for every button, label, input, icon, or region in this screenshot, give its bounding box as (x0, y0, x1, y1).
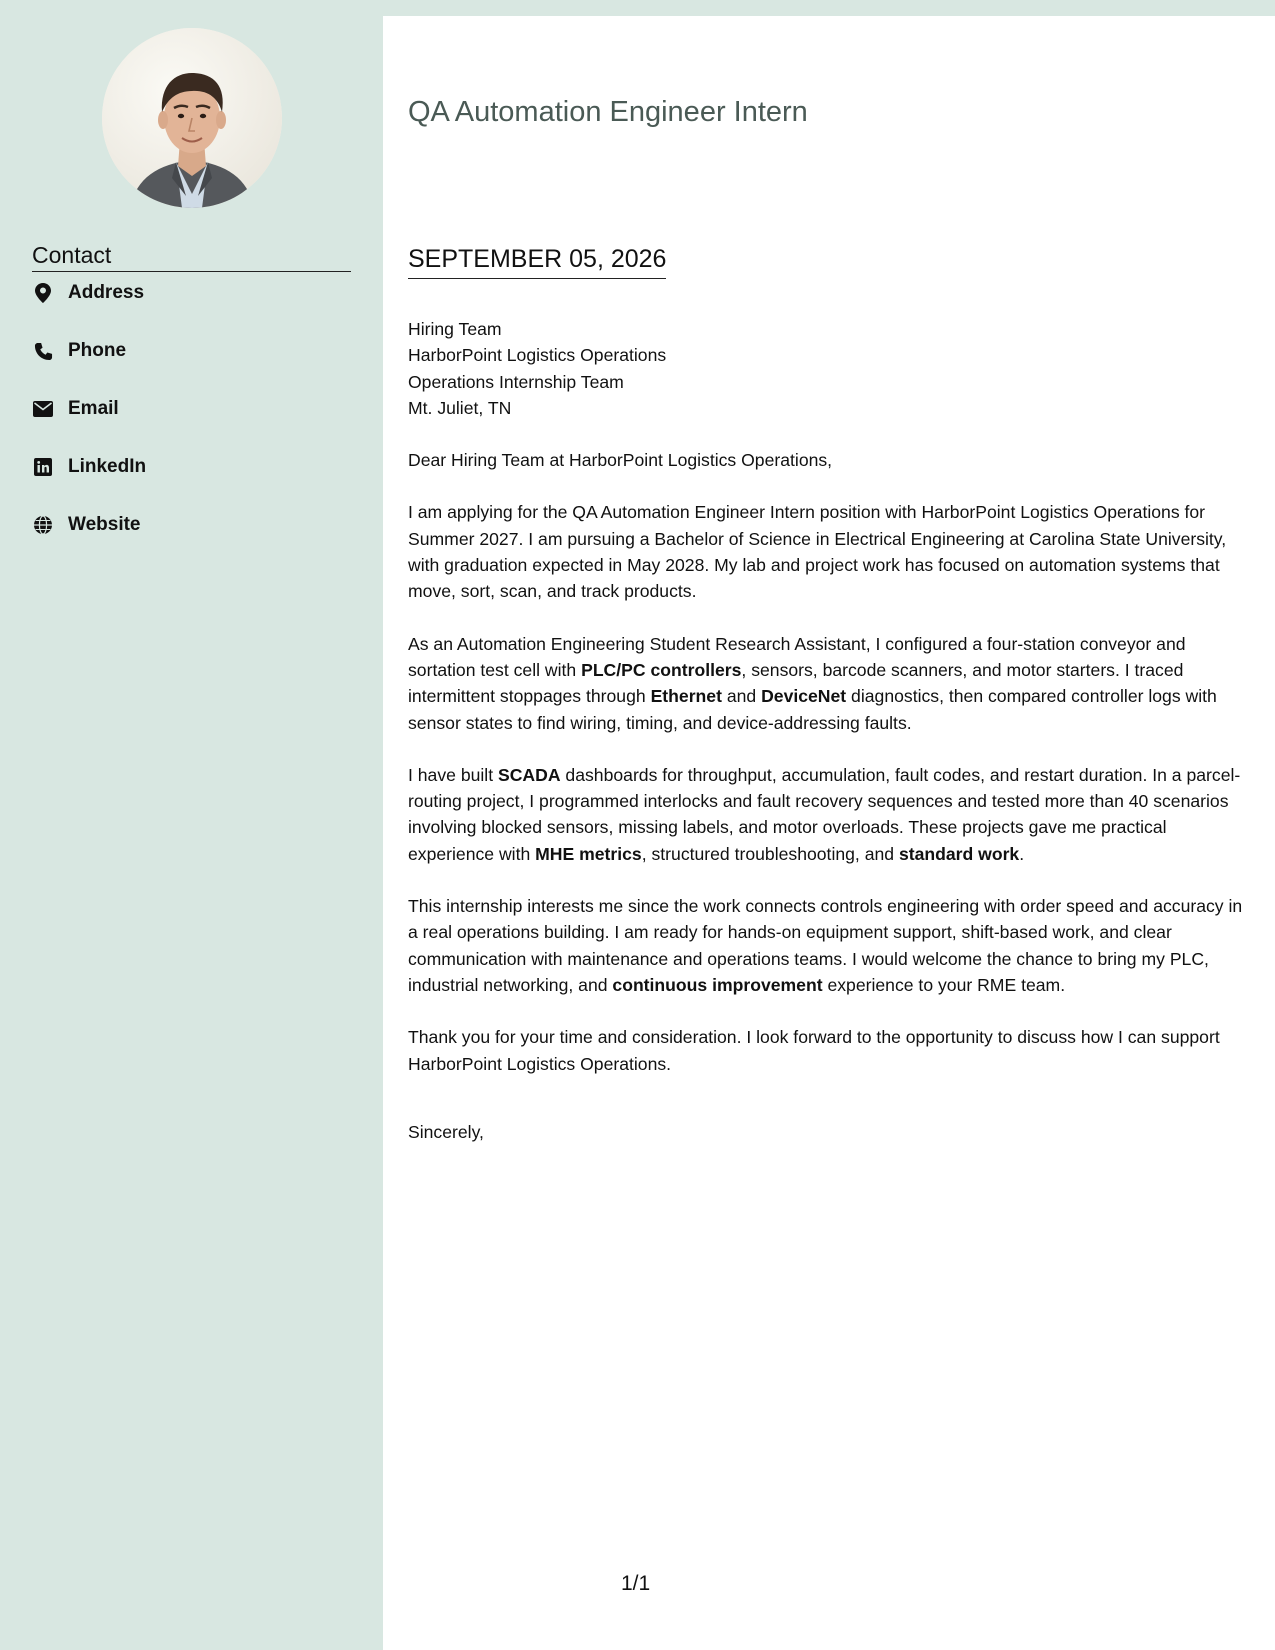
contact-item-linkedin[interactable] (32, 456, 351, 514)
paragraph-text: I have built (408, 764, 498, 785)
paragraph-text: This internship interests me since the work connects controls engineering with order speed and accuracy in a real operations building. I am ready for hands-on equipment support, shift-based work, and clear communication with maintenance and operations teams. I would welcome the chance to bring my PLC, industrial networking, and (408, 896, 1243, 995)
portrait-image (102, 28, 282, 208)
emphasis-text: continuous improvement (612, 974, 823, 995)
recipient-block (408, 316, 1246, 421)
contact-label-linkedin: LinkedIn (68, 456, 147, 477)
letter-date: SEPTEMBER 05, 2026 (408, 244, 666, 279)
globe-icon (32, 514, 54, 536)
letter-paragraph (408, 893, 1246, 998)
emphasis-text: DeviceNet (761, 686, 847, 707)
letter-paragraph (408, 499, 1246, 604)
paragraph-text: I am applying for the QA Automation Engineer Intern position with HarborPoint Logistics Operations for Summer 2027. I am pursuing a Bachelor of Science in Electrical Engineering at Carolina State University, with graduation expected in May 2028. My lab and project work has focused on automation systems that move, sort, scan, and track products. (408, 502, 1227, 602)
recipient-line: Operations Internship Team (408, 371, 624, 392)
contact-item-email[interactable] (32, 398, 351, 456)
letter-paragraph (408, 1024, 1246, 1077)
contact-label-email: Email (68, 398, 119, 419)
contact-list (32, 282, 351, 572)
location-pin-icon (32, 282, 54, 304)
paragraph-text: diagnostics, then compared controller logs with sensor states to find wiring, timing, and device-addressing faults. (408, 686, 1217, 733)
paragraph-text: Thank you for your time and consideration. I look forward to the opportunity to discuss how I can support HarborPoint Logistics Operations. (408, 1027, 1220, 1074)
letter-paragraph (408, 762, 1246, 867)
linkedin-icon (32, 456, 54, 478)
phone-icon (32, 340, 54, 362)
sidebar (0, 0, 383, 1650)
emphasis-text: standard work (898, 843, 1020, 864)
paragraph-text: experience to your RME team. (822, 974, 1066, 995)
letter-paragraphs (408, 499, 1246, 1076)
contact-label-address: Address (68, 282, 145, 303)
letter-body (408, 316, 1246, 1171)
recipient-line: Hiring Team (408, 319, 502, 339)
paragraph-text: dashboards for throughput, accumulation, fault codes, and restart duration. In a parcel-routing project, I programmed interlocks and fault recovery sequences and tested more than 40 scenarios involving blocked sensors, missing labels, and motor overloads. These projects gave me practical experience with (408, 764, 1241, 864)
avatar (102, 28, 282, 208)
paragraph-text: , structured troubleshooting, and (641, 843, 899, 864)
recipient-line: Mt. Juliet, TN (408, 397, 512, 418)
job-title: QA Automation Engineer Intern (408, 96, 808, 128)
contact-item-website[interactable] (32, 514, 351, 572)
paragraph-text: . (1019, 843, 1025, 864)
emphasis-text: PLC/PC controllers (581, 659, 742, 680)
contact-heading: Contact (32, 241, 351, 272)
contact-item-phone[interactable] (32, 340, 351, 398)
recipient-line: HarborPoint Logistics Operations (408, 345, 667, 366)
salutation: Dear Hiring Team at HarborPoint Logistics Operations, (408, 450, 833, 471)
signoff: Sincerely, (408, 1121, 484, 1142)
letter-paragraph (408, 631, 1246, 736)
contact-label-phone: Phone (68, 340, 127, 361)
contact-label-website: Website (68, 514, 141, 535)
paragraph-text: As an Automation Engineering Student Research Assistant, I configured a four-station conveyor and sortation test cell with (408, 633, 1186, 680)
emphasis-text: MHE metrics (535, 843, 642, 864)
envelope-icon (32, 398, 54, 420)
contact-item-address[interactable] (32, 282, 351, 340)
paragraph-text: and (721, 686, 762, 707)
paragraph-text: , sensors, barcode scanners, and motor starters. I traced intermittent stoppages through (408, 659, 1184, 707)
letter-panel (383, 16, 1275, 1650)
emphasis-text: SCADA (497, 764, 561, 785)
page-number: 1/1 (621, 1572, 651, 1595)
emphasis-text: Ethernet (650, 686, 722, 707)
